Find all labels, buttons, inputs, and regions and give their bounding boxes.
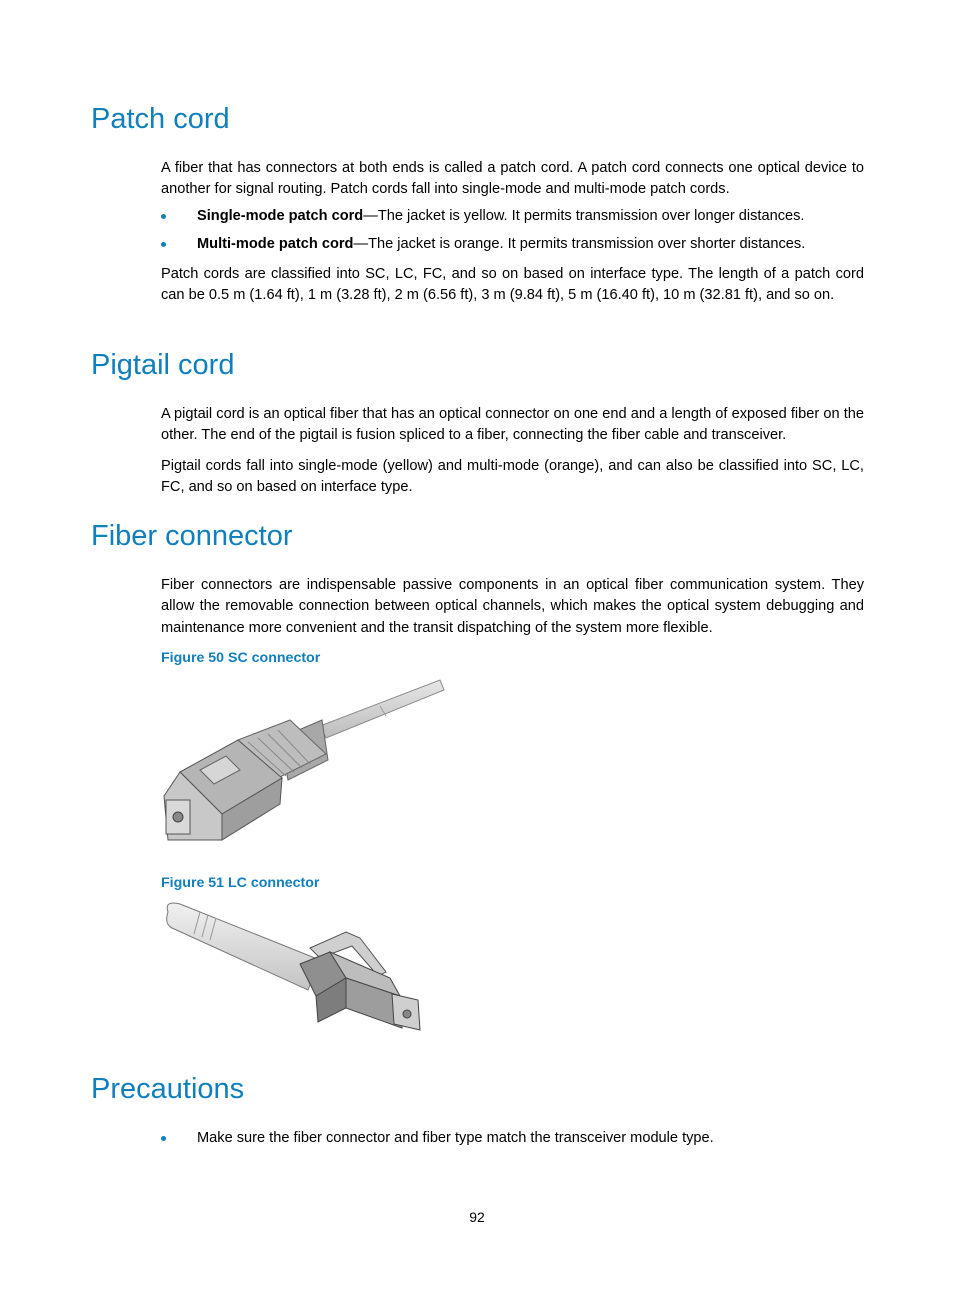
patch-cord-intro: A fiber that has connectors at both ends is called a patch cord. A patch cord connects one optical device to another for signal routing. Patch cords fall into single-mode and multi-mode patch cords. bbox=[161, 160, 864, 198]
figure-51-caption: Figure 51 LC connector bbox=[161, 875, 320, 891]
fiber-connector-para: Fiber connectors are indispensable passive components in an optical fiber communication system. They allow the removable connection between optical channels, which makes the optical system debugging and maintenance more convenient and the transit dispatching of the system more flexible. bbox=[161, 577, 864, 636]
figure-50-caption: Figure 50 SC connector bbox=[161, 650, 321, 666]
bullet-term: Multi-mode patch cord bbox=[197, 236, 354, 252]
bullet-term: Single-mode patch cord bbox=[197, 208, 364, 224]
page-number: 92 bbox=[469, 1209, 485, 1225]
bullet-dot bbox=[161, 214, 166, 219]
bullet-text: Make sure the fiber connector and fiber type match the transceiver module type. bbox=[197, 1130, 714, 1146]
bullet-text: —The jacket is yellow. It permits transmission over longer distances. bbox=[363, 208, 805, 224]
pigtail-para-1: A pigtail cord is an optical fiber that has an optical connector on one end and a length of exposed fiber on the other. The end of the pigtail is fusion spliced to a fiber, connecting the fiber cable and transceiver. bbox=[161, 406, 864, 444]
heading-pigtail-cord: Pigtail cord bbox=[91, 349, 235, 381]
heading-precautions: Precautions bbox=[91, 1073, 245, 1105]
bullet-text: —The jacket is orange. It permits transmission over shorter distances. bbox=[353, 236, 806, 252]
bullet-dot bbox=[161, 242, 166, 247]
lc-connector-image bbox=[160, 898, 430, 1034]
heading-patch-cord: Patch cord bbox=[91, 103, 230, 135]
sc-connector-image bbox=[160, 676, 450, 846]
heading-fiber-connector: Fiber connector bbox=[91, 520, 293, 552]
bullet-dot bbox=[161, 1136, 166, 1141]
patch-cord-outro: Patch cords are classified into SC, LC, FC, and so on based on interface type. The length of a patch cord can be 0.5 m (1.64 ft), 1 m (3.28 ft), 2 m (6.56 ft), 3 m (9.84 ft), 5 m (16.40 ft), 10 m (32.81 ft), and so on. bbox=[161, 266, 864, 304]
pigtail-para-2: Pigtail cords fall into single-mode (yellow) and multi-mode (orange), and can also be classified into SC, LC, FC, and so on based on interface type. bbox=[161, 458, 864, 496]
